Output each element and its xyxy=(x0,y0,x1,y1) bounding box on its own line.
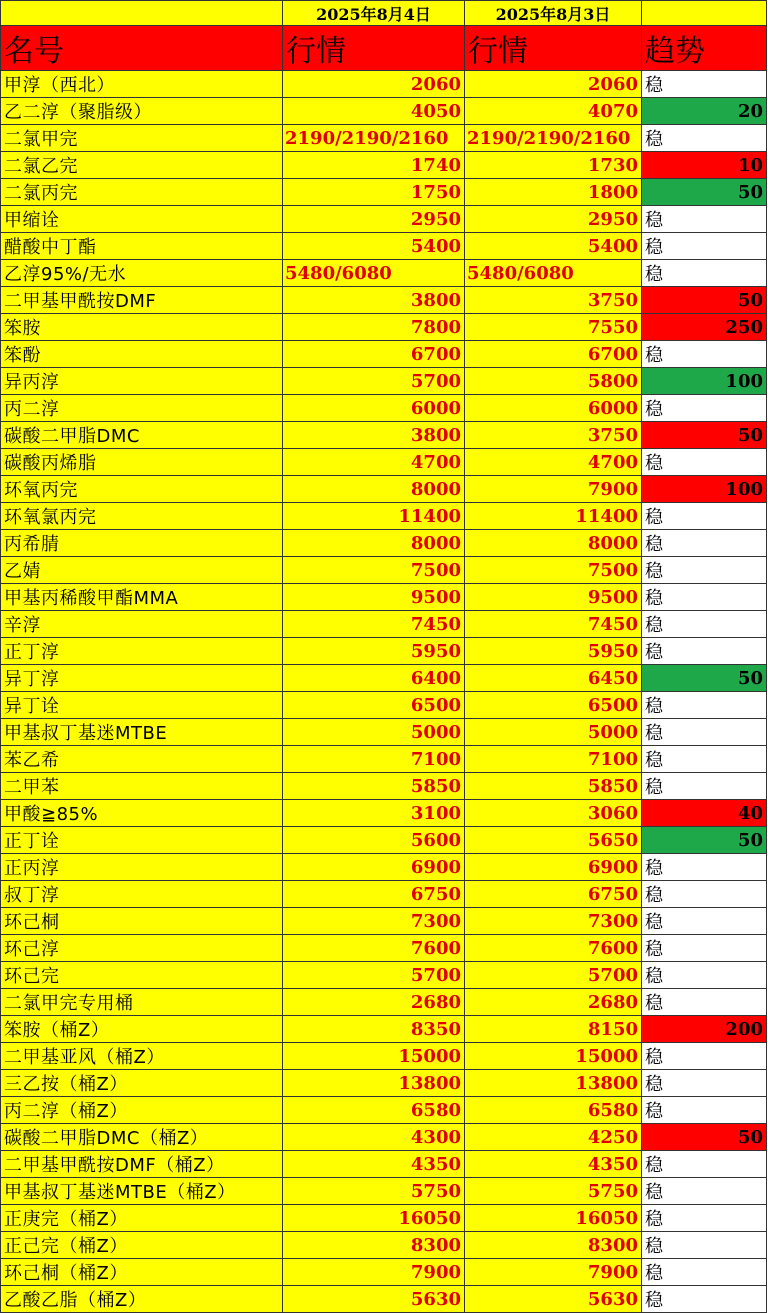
table-row xyxy=(1,584,767,611)
price-prev-cell: 5750 xyxy=(465,1178,642,1205)
price-prev-cell: 9500 xyxy=(465,584,642,611)
col-name-header: 名号 xyxy=(1,26,283,71)
price-today-cell: 11400 xyxy=(283,503,465,530)
price-prev-cell: 5800 xyxy=(465,368,642,395)
table-row xyxy=(1,1259,767,1286)
trend-cell: 稳 xyxy=(642,935,767,962)
table-row xyxy=(1,692,767,719)
price-today-cell: 2680 xyxy=(283,989,465,1016)
price-prev-cell: 6000 xyxy=(465,395,642,422)
price-prev-cell: 5630 xyxy=(465,1286,642,1313)
price-prev-cell: 8150 xyxy=(465,1016,642,1043)
table-row xyxy=(1,179,767,206)
trend-cell: 20 xyxy=(642,98,767,125)
trend-cell: 50 xyxy=(642,665,767,692)
price-prev-cell: 7550 xyxy=(465,314,642,341)
trend-cell: 50 xyxy=(642,1124,767,1151)
price-prev-cell: 2680 xyxy=(465,989,642,1016)
trend-cell: 稳 xyxy=(642,503,767,530)
product-name-cell: 正丁淳 xyxy=(1,638,283,665)
table-row xyxy=(1,935,767,962)
price-today-cell: 5700 xyxy=(283,368,465,395)
table-row xyxy=(1,314,767,341)
price-prev-cell: 7900 xyxy=(465,1259,642,1286)
product-name-cell: 苯乙希 xyxy=(1,746,283,773)
trend-cell: 稳 xyxy=(642,395,767,422)
table-row xyxy=(1,1070,767,1097)
table-row xyxy=(1,908,767,935)
price-today-cell: 7100 xyxy=(283,746,465,773)
table-row xyxy=(1,827,767,854)
trend-cell: 稳 xyxy=(642,449,767,476)
product-name-cell: 碳酸丙烯脂 xyxy=(1,449,283,476)
price-prev-cell: 7300 xyxy=(465,908,642,935)
product-name-cell: 丙希腈 xyxy=(1,530,283,557)
price-today-cell: 5850 xyxy=(283,773,465,800)
table-row xyxy=(1,233,767,260)
trend-cell: 稳 xyxy=(642,1178,767,1205)
table-row xyxy=(1,395,767,422)
product-name-cell: 环氧氯丙完 xyxy=(1,503,283,530)
table-row xyxy=(1,449,767,476)
col-d2-header: 行情 xyxy=(465,26,642,71)
product-name-cell: 甲基叔丁基迷MTBE xyxy=(1,719,283,746)
price-prev-cell: 15000 xyxy=(465,1043,642,1070)
price-today-cell: 6900 xyxy=(283,854,465,881)
table-row xyxy=(1,1232,767,1259)
price-prev-cell: 7900 xyxy=(465,476,642,503)
table-row xyxy=(1,1151,767,1178)
table-row xyxy=(1,557,767,584)
price-today-cell: 2060 xyxy=(283,71,465,98)
table-row xyxy=(1,98,767,125)
product-name-cell: 正庚完（桶Z） xyxy=(1,1205,283,1232)
product-name-cell: 丙二淳 xyxy=(1,395,283,422)
price-today-cell: 16050 xyxy=(283,1205,465,1232)
product-name-cell: 醋酸中丁酯 xyxy=(1,233,283,260)
price-prev-cell: 2190/2190/2160 xyxy=(465,125,642,152)
price-prev-cell: 1730 xyxy=(465,152,642,179)
price-prev-cell: 6450 xyxy=(465,665,642,692)
product-name-cell: 辛淳 xyxy=(1,611,283,638)
product-name-cell: 笨胺 xyxy=(1,314,283,341)
price-today-cell: 1750 xyxy=(283,179,465,206)
price-prev-cell: 6500 xyxy=(465,692,642,719)
trend-cell: 50 xyxy=(642,422,767,449)
product-name-cell: 二氯乙完 xyxy=(1,152,283,179)
product-name-cell: 正己完（桶Z） xyxy=(1,1232,283,1259)
price-today-cell: 4050 xyxy=(283,98,465,125)
product-name-cell: 甲酸≧85% xyxy=(1,800,283,827)
trend-cell: 稳 xyxy=(642,125,767,152)
trend-cell: 稳 xyxy=(642,908,767,935)
price-today-cell: 3800 xyxy=(283,287,465,314)
product-name-cell: 正丁诠 xyxy=(1,827,283,854)
price-today-cell: 5600 xyxy=(283,827,465,854)
trend-cell: 稳 xyxy=(642,989,767,1016)
trend-cell: 稳 xyxy=(642,692,767,719)
product-name-cell: 环己桐（桶Z） xyxy=(1,1259,283,1286)
price-prev-cell: 2950 xyxy=(465,206,642,233)
product-name-cell: 异丁淳 xyxy=(1,665,283,692)
product-name-cell: 甲基叔丁基迷MTBE（桶Z） xyxy=(1,1178,283,1205)
price-today-cell: 6580 xyxy=(283,1097,465,1124)
price-prev-cell: 2060 xyxy=(465,71,642,98)
price-today-cell: 7500 xyxy=(283,557,465,584)
table-row xyxy=(1,530,767,557)
date-blank-cell-right xyxy=(642,1,767,26)
table-row xyxy=(1,206,767,233)
price-prev-cell: 4350 xyxy=(465,1151,642,1178)
price-today-cell: 4300 xyxy=(283,1124,465,1151)
trend-cell: 稳 xyxy=(642,638,767,665)
trend-cell: 稳 xyxy=(642,71,767,98)
header-row xyxy=(1,26,767,71)
trend-cell: 稳 xyxy=(642,530,767,557)
table-row xyxy=(1,503,767,530)
price-today-cell: 5750 xyxy=(283,1178,465,1205)
product-name-cell: 乙淳95%/无水 xyxy=(1,260,283,287)
date-blank-cell xyxy=(1,1,283,26)
price-prev-cell: 1800 xyxy=(465,179,642,206)
table-row xyxy=(1,854,767,881)
table-row xyxy=(1,287,767,314)
price-prev-cell: 5000 xyxy=(465,719,642,746)
price-prev-cell: 6580 xyxy=(465,1097,642,1124)
trend-cell: 稳 xyxy=(642,1205,767,1232)
date2-cell: 2025年8月3日 xyxy=(465,1,642,26)
price-today-cell: 7600 xyxy=(283,935,465,962)
trend-cell: 稳 xyxy=(642,719,767,746)
table-row xyxy=(1,71,767,98)
product-name-cell: 正丙淳 xyxy=(1,854,283,881)
table-row xyxy=(1,1097,767,1124)
trend-cell: 50 xyxy=(642,827,767,854)
product-name-cell: 二氯甲完 xyxy=(1,125,283,152)
price-today-cell: 5950 xyxy=(283,638,465,665)
trend-cell: 稳 xyxy=(642,746,767,773)
price-today-cell: 4700 xyxy=(283,449,465,476)
table-row xyxy=(1,773,767,800)
price-prev-cell: 5480/6080 xyxy=(465,260,642,287)
price-today-cell: 7300 xyxy=(283,908,465,935)
trend-cell: 稳 xyxy=(642,1070,767,1097)
trend-cell: 稳 xyxy=(642,584,767,611)
trend-cell: 10 xyxy=(642,152,767,179)
table-row xyxy=(1,1016,767,1043)
price-today-cell: 3100 xyxy=(283,800,465,827)
price-today-cell: 2950 xyxy=(283,206,465,233)
price-prev-cell: 11400 xyxy=(465,503,642,530)
table-row xyxy=(1,1124,767,1151)
table-row xyxy=(1,1286,767,1313)
price-today-cell: 2190/2190/2160 xyxy=(283,125,465,152)
price-today-cell: 8000 xyxy=(283,476,465,503)
trend-cell: 稳 xyxy=(642,1232,767,1259)
trend-cell: 200 xyxy=(642,1016,767,1043)
table-row xyxy=(1,800,767,827)
product-name-cell: 甲淳（西北） xyxy=(1,71,283,98)
product-name-cell: 二氯甲完专用桶 xyxy=(1,989,283,1016)
price-today-cell: 5630 xyxy=(283,1286,465,1313)
price-prev-cell: 4070 xyxy=(465,98,642,125)
price-prev-cell: 3750 xyxy=(465,422,642,449)
trend-cell: 稳 xyxy=(642,1286,767,1313)
col-trend-header: 趋势 xyxy=(642,26,767,71)
price-today-cell: 6700 xyxy=(283,341,465,368)
product-name-cell: 二氯丙完 xyxy=(1,179,283,206)
product-name-cell: 碳酸二甲脂DMC xyxy=(1,422,283,449)
price-today-cell: 4350 xyxy=(283,1151,465,1178)
product-name-cell: 甲缩诠 xyxy=(1,206,283,233)
table-row xyxy=(1,962,767,989)
trend-cell: 稳 xyxy=(642,962,767,989)
product-name-cell: 二甲苯 xyxy=(1,773,283,800)
price-prev-cell: 6750 xyxy=(465,881,642,908)
trend-cell: 稳 xyxy=(642,611,767,638)
table-row xyxy=(1,125,767,152)
table-row xyxy=(1,1043,767,1070)
price-today-cell: 7800 xyxy=(283,314,465,341)
table-row xyxy=(1,260,767,287)
trend-cell: 稳 xyxy=(642,881,767,908)
trend-cell: 100 xyxy=(642,368,767,395)
price-today-cell: 9500 xyxy=(283,584,465,611)
price-prev-cell: 4250 xyxy=(465,1124,642,1151)
table-row xyxy=(1,1205,767,1232)
price-today-cell: 15000 xyxy=(283,1043,465,1070)
trend-cell: 稳 xyxy=(642,233,767,260)
trend-cell: 稳 xyxy=(642,260,767,287)
trend-cell: 稳 xyxy=(642,854,767,881)
product-name-cell: 乙二淳（聚脂级） xyxy=(1,98,283,125)
product-name-cell: 笨胺（桶Z） xyxy=(1,1016,283,1043)
trend-cell: 稳 xyxy=(642,557,767,584)
price-prev-cell: 7450 xyxy=(465,611,642,638)
table-row xyxy=(1,746,767,773)
price-prev-cell: 16050 xyxy=(465,1205,642,1232)
trend-cell: 40 xyxy=(642,800,767,827)
product-name-cell: 异丁诠 xyxy=(1,692,283,719)
table-row xyxy=(1,476,767,503)
trend-cell: 稳 xyxy=(642,1151,767,1178)
price-today-cell: 5480/6080 xyxy=(283,260,465,287)
price-today-cell: 5400 xyxy=(283,233,465,260)
table-row xyxy=(1,611,767,638)
price-prev-cell: 5700 xyxy=(465,962,642,989)
product-name-cell: 环己淳 xyxy=(1,935,283,962)
product-name-cell: 二甲基甲酰按DMF xyxy=(1,287,283,314)
product-name-cell: 叔丁淳 xyxy=(1,881,283,908)
table-row xyxy=(1,152,767,179)
price-prev-cell: 5650 xyxy=(465,827,642,854)
price-today-cell: 1740 xyxy=(283,152,465,179)
col-d1-header: 行情 xyxy=(283,26,465,71)
trend-cell: 250 xyxy=(642,314,767,341)
product-name-cell: 碳酸二甲脂DMC（桶Z） xyxy=(1,1124,283,1151)
product-name-cell: 异丙淳 xyxy=(1,368,283,395)
date-row xyxy=(1,1,767,26)
price-today-cell: 8300 xyxy=(283,1232,465,1259)
price-prev-cell: 3750 xyxy=(465,287,642,314)
product-name-cell: 三乙按（桶Z） xyxy=(1,1070,283,1097)
price-today-cell: 7450 xyxy=(283,611,465,638)
price-prev-cell: 8000 xyxy=(465,530,642,557)
date1-cell: 2025年8月4日 xyxy=(283,1,465,26)
price-today-cell: 8000 xyxy=(283,530,465,557)
table-row xyxy=(1,719,767,746)
price-prev-cell: 13800 xyxy=(465,1070,642,1097)
price-prev-cell: 5850 xyxy=(465,773,642,800)
price-today-cell: 3800 xyxy=(283,422,465,449)
trend-cell: 稳 xyxy=(642,206,767,233)
table-row xyxy=(1,638,767,665)
product-name-cell: 甲基丙稀酸甲酯MMA xyxy=(1,584,283,611)
trend-cell: 稳 xyxy=(642,341,767,368)
price-today-cell: 6400 xyxy=(283,665,465,692)
price-today-cell: 5000 xyxy=(283,719,465,746)
table-row xyxy=(1,368,767,395)
price-prev-cell: 8300 xyxy=(465,1232,642,1259)
price-today-cell: 6500 xyxy=(283,692,465,719)
product-name-cell: 环己桐 xyxy=(1,908,283,935)
product-name-cell: 环氧丙完 xyxy=(1,476,283,503)
trend-cell: 稳 xyxy=(642,773,767,800)
product-name-cell: 乙酸乙脂（桶Z） xyxy=(1,1286,283,1313)
trend-cell: 稳 xyxy=(642,1043,767,1070)
trend-cell: 稳 xyxy=(642,1097,767,1124)
trend-cell: 100 xyxy=(642,476,767,503)
price-prev-cell: 7100 xyxy=(465,746,642,773)
table-row xyxy=(1,1178,767,1205)
trend-cell: 50 xyxy=(642,287,767,314)
product-name-cell: 环己完 xyxy=(1,962,283,989)
product-name-cell: 笨酚 xyxy=(1,341,283,368)
price-prev-cell: 3060 xyxy=(465,800,642,827)
price-prev-cell: 5950 xyxy=(465,638,642,665)
price-today-cell: 7900 xyxy=(283,1259,465,1286)
table-row xyxy=(1,422,767,449)
price-prev-cell: 5400 xyxy=(465,233,642,260)
product-name-cell: 二甲基亚风（桶Z） xyxy=(1,1043,283,1070)
product-name-cell: 乙婧 xyxy=(1,557,283,584)
product-name-cell: 二甲基甲酰按DMF（桶Z） xyxy=(1,1151,283,1178)
price-prev-cell: 7600 xyxy=(465,935,642,962)
price-prev-cell: 7500 xyxy=(465,557,642,584)
price-today-cell: 8350 xyxy=(283,1016,465,1043)
table-row xyxy=(1,665,767,692)
price-today-cell: 6750 xyxy=(283,881,465,908)
price-prev-cell: 6700 xyxy=(465,341,642,368)
price-prev-cell: 6900 xyxy=(465,854,642,881)
product-name-cell: 丙二淳（桶Z） xyxy=(1,1097,283,1124)
price-today-cell: 6000 xyxy=(283,395,465,422)
table-row xyxy=(1,341,767,368)
trend-cell: 稳 xyxy=(642,1259,767,1286)
price-prev-cell: 4700 xyxy=(465,449,642,476)
trend-cell: 50 xyxy=(642,179,767,206)
table-row xyxy=(1,989,767,1016)
table-row xyxy=(1,881,767,908)
price-today-cell: 5700 xyxy=(283,962,465,989)
price-today-cell: 13800 xyxy=(283,1070,465,1097)
